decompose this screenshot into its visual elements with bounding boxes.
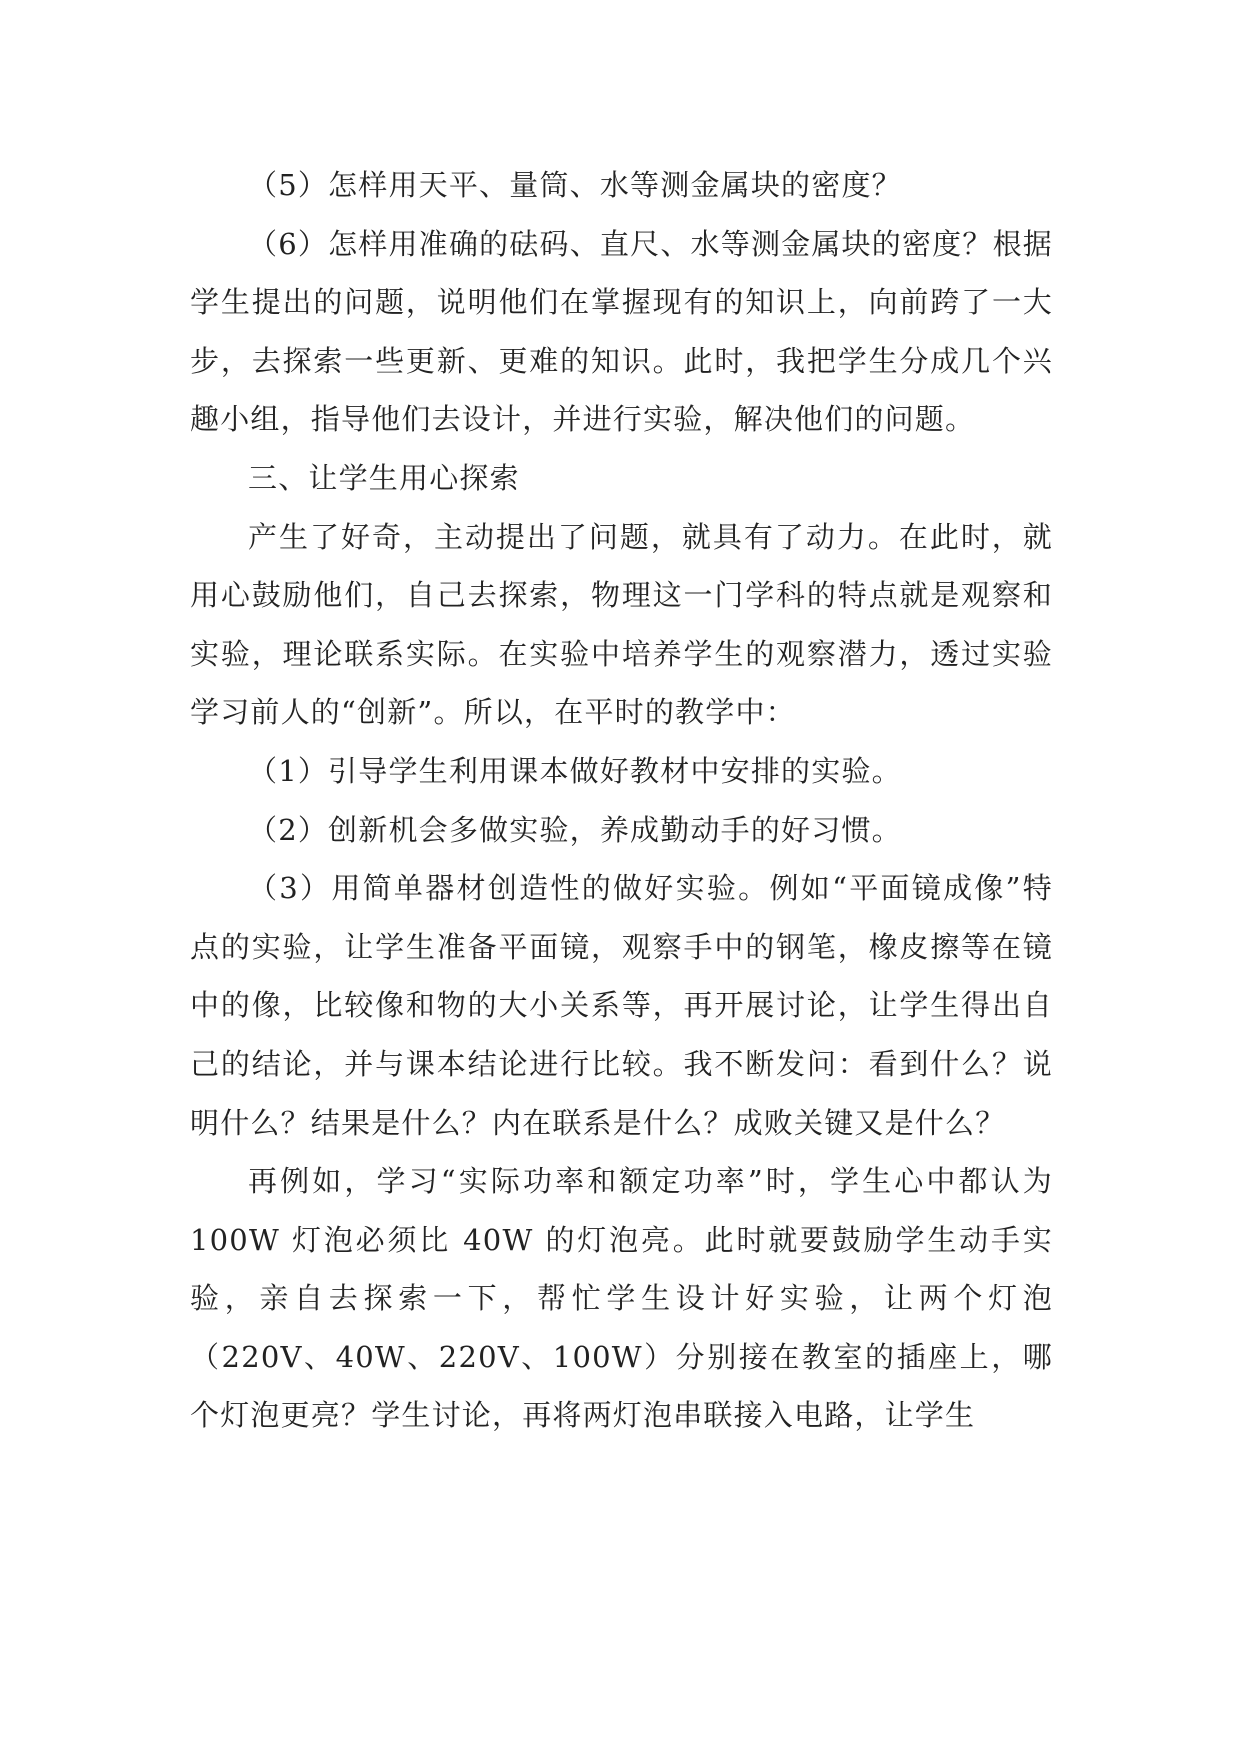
paragraph-example-power: 再例如，学习“实际功率和额定功率”时，学生心中都认为 100W 灯泡必须比 40W 的灯泡亮。此时就要鼓励学生动手实验，亲自去探索一下，帮忙学生设计好实验，让两个灯泡（220V、40W、220V、100W）分别接在教室的插座上，哪个灯泡更亮？学生讨论，再将两灯泡串联接入电路，让学生 xyxy=(190,1164,1053,1433)
paragraph-curiosity: 产生了好奇，主动提出了问题，就具有了动力。在此时，就用心鼓励他们，自己去探索，物理这一门学科的特点就是观察和实验，理论联系实际。在实验中培养学生的观察潜力，透过实验学习前人的“创新”。所以，在平时的教学中： xyxy=(190,519,1053,730)
paragraph-question-6: （6）怎样用准确的砝码、直尺、水等测金属块的密度？根据学生提出的问题，说明他们在掌握现有的知识上，向前跨了一大步，去探索一些更新、更难的知识。此时，我把学生分成几个兴趣小组，指导他们去设计，并进行实验，解决他们的问题。 xyxy=(190,226,1053,437)
paragraph-item-1: （1）引导学生利用课本做好教材中安排的实验。 xyxy=(248,753,902,788)
paragraph-question-5: （5）怎样用天平、量筒、水等测金属块的密度？ xyxy=(248,168,902,202)
paragraph-item-3: （3）用简单器材创造性的做好实验。例如“平面镜成像”特点的实验，让学生准备平面镜，观察手中的钢笔，橡皮擦等在镜中的像，比较像和物的大小关系等，再开展讨论，让学生得出自己的结论，并与课本结论进行比较。我不断发问：看到什么？说明什么？结果是什么？内在联系是什么？成败关键又是什么？ xyxy=(190,871,1053,1140)
document-body xyxy=(190,156,1053,1445)
section-heading-3: 三、让学生用心探索 xyxy=(248,460,520,495)
paragraph-item-2: （2）创新机会多做实验，养成勤动手的好习惯。 xyxy=(248,812,902,847)
